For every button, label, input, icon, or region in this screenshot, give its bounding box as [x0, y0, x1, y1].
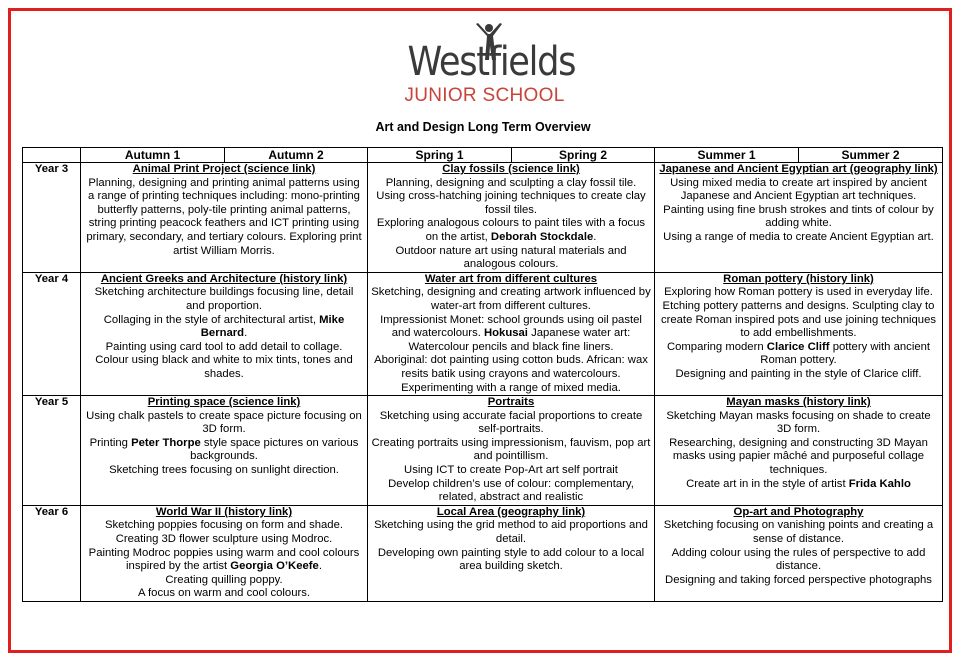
header-summer-2: Summer 2	[799, 148, 943, 163]
topic-text: Sketching using accurate facial proportions to create self-portraits.	[379, 409, 643, 436]
topic-text-part: Collaging in the style of architectural artist,	[103, 313, 320, 326]
topic-text-part: Create art in in the style of artist	[686, 477, 849, 490]
header-autumn-2: Autumn 2	[225, 148, 368, 163]
topic-title: Portraits	[487, 396, 535, 409]
topic-text: Creating 3D flower sculpture using Modroc.	[115, 533, 333, 546]
topic-text: Experimenting with a range of mixed media.	[401, 381, 621, 394]
page-title: Art and Design Long Term Overview	[375, 120, 591, 134]
topic-text-part: Impressionist Monet: school grounds using oil pastel and watercolours.	[380, 313, 642, 340]
topic-title: Local Area (geography link)	[436, 505, 586, 518]
topic-text	[658, 341, 939, 368]
table-row-year-5	[23, 396, 943, 506]
topic-text: Sketching focusing on vanishing points and creating a sense of distance.	[663, 519, 934, 546]
topic-text: Sketching, designing and creating artwork influenced by water-art from different cultures.	[371, 286, 651, 312]
artist-name: Peter Thorpe	[131, 436, 201, 449]
topic-text: Using chalk pastels to create space picture focusing on 3D form.	[86, 409, 362, 436]
year-3-summer-cell	[655, 163, 943, 273]
topic-text: Creating portraits using impressionism, fauvism, pop art and pointillism.	[371, 436, 651, 463]
topic-text: Painting using card tool to add detail to collage.	[105, 340, 343, 353]
year-6-autumn-cell	[81, 505, 368, 601]
overview-table	[22, 147, 943, 602]
topic-text-part: Japanese water art: Watercolour pencils and black fine liners.	[408, 327, 631, 353]
topic-text-part: .	[318, 560, 322, 573]
topic-text: Outdoor nature art using natural materials and analogous colours.	[395, 244, 627, 271]
year-6-summer-cell	[655, 505, 943, 601]
artist-name: Clarice Cliff	[766, 340, 830, 353]
table-row-year-6	[23, 505, 943, 601]
topic-text: Adding colour using the rules of perspective to add distance.	[671, 546, 926, 573]
artist-name: Mike Bernard	[200, 313, 345, 340]
topic-text	[84, 314, 364, 341]
header-row	[23, 148, 943, 163]
year-4-autumn-cell	[81, 272, 368, 395]
topic-text: Planning, designing and printing animal patterns using a range of printing techniques including: mono-printing butterfly patterns, poly-tile printing animal patterns, string printing peacock feathers and ICT printing using primary, secondary, and tertiary colours. Exploring print artist William Morris.	[86, 176, 362, 257]
topic-text	[84, 547, 364, 574]
topic-text-part: Printing	[89, 436, 132, 449]
topic-text: Using mixed media to create art inspired by ancient Japanese and Ancient Egyptian art techniques.	[670, 176, 927, 203]
year-4-spring-cell	[368, 272, 655, 395]
artist-name: Deborah Stockdale	[490, 230, 594, 243]
topic-text: Using ICT to create Pop-Art art self portrait	[404, 464, 618, 477]
topic-text: Exploring how Roman pottery is used in everyday life. Etching pottery patterns and designs. Sculpting clay to create Roman inspired pots and use joining techniques to add embellishments.	[660, 286, 937, 340]
topic-text: Colour using black and white to mix tints, tones and shades.	[95, 354, 353, 380]
corner-cell	[23, 148, 81, 163]
topic-title: Printing space (science link)	[147, 396, 301, 409]
topic-text: Researching, designing and constructing 3D Mayan masks using papier mâché and purposeful collage techniques.	[669, 436, 928, 477]
year-label: Year 4	[23, 272, 81, 395]
topic-text-part: Exploring analogous colours to paint tiles with a focus on the artist,	[376, 217, 646, 243]
table-row-year-3	[23, 163, 943, 273]
year-3-spring-cell	[368, 163, 655, 273]
topic-text: Planning, designing and sculpting a clay fossil tile.	[385, 176, 637, 189]
topic-text: Painting using fine brush strokes and tints of colour by adding white.	[663, 203, 934, 230]
topic-title: Ancient Greeks and Architecture (history link)	[100, 272, 348, 285]
topic-text: Using cross-hatching joining techniques to create clay fossil tiles.	[376, 190, 646, 216]
topic-text: Sketching poppies focusing on form and shade.	[104, 519, 344, 532]
topic-text	[84, 437, 364, 464]
topic-text: A focus on warm and cool colours.	[137, 587, 311, 600]
year-5-spring-cell	[368, 396, 655, 506]
year-5-autumn-cell	[81, 396, 368, 506]
topic-title: Animal Print Project (science link)	[132, 163, 316, 175]
year-6-spring-cell	[368, 505, 655, 601]
topic-text-part: pottery with ancient Roman pottery.	[760, 340, 931, 367]
header-summer-1: Summer 1	[655, 148, 799, 163]
topic-text: Develop children’s use of colour: complementary, related, abstract and realistic	[388, 477, 634, 504]
topic-text: Designing and taking forced perspective photographs	[665, 573, 932, 586]
topic-text-part: Painting Modroc poppies using warm and cool colours inspired by the artist	[88, 546, 360, 573]
topic-text-part: .	[593, 230, 597, 243]
year-label: Year 5	[23, 396, 81, 506]
year-label: Year 3	[23, 163, 81, 273]
header-autumn-1: Autumn 1	[81, 148, 225, 163]
topic-text: Aboriginal: dot painting using cotton buds. African: wax resits batik using crayons and watercolours.	[374, 354, 648, 380]
topic-title: Clay fossils (science link)	[442, 163, 580, 175]
logo-subtitle: JUNIOR SCHOOL	[404, 85, 565, 106]
header-spring-2: Spring 2	[512, 148, 655, 163]
topic-text: Designing and painting in the style of Clarice cliff.	[675, 367, 922, 380]
table-row-year-4	[23, 272, 943, 395]
topic-title: Water art from different cultures	[424, 272, 598, 285]
year-5-summer-cell	[655, 396, 943, 506]
header-spring-1: Spring 1	[368, 148, 512, 163]
year-4-summer-cell	[655, 272, 943, 395]
topic-title: World War II (history link)	[155, 505, 293, 518]
artist-name: Hokusai	[484, 327, 528, 340]
topic-title: Roman pottery (history link)	[723, 272, 874, 285]
topic-text: Sketching using the grid method to aid proportions and detail.	[374, 519, 648, 546]
topic-text-part: .	[244, 327, 248, 340]
topic-text: Sketching architecture buildings focusing line, detail and proportion.	[94, 286, 354, 312]
topic-title: Op-art and Photography	[733, 505, 864, 518]
topic-text-part: style space pictures on various backgrounds.	[190, 436, 359, 463]
topic-text: Sketching Mayan masks focusing on shade to create 3D form.	[666, 409, 931, 436]
topic-text-part: Comparing modern	[666, 340, 767, 353]
artist-name: Georgia O’Keefe	[230, 560, 319, 573]
artist-name: Frida Kahlo	[848, 477, 911, 490]
year-label: Year 6	[23, 505, 81, 601]
topic-text: Creating quilling poppy.	[165, 573, 283, 586]
school-logo	[397, 22, 576, 108]
topic-text	[371, 217, 651, 244]
topic-text: Using a range of media to create Ancient Egyptian art.	[663, 230, 934, 243]
year-3-autumn-cell	[81, 163, 368, 273]
logo-name: Westfields	[407, 39, 576, 85]
topic-text: Sketching trees focusing on sunlight direction.	[109, 464, 339, 477]
topic-text	[658, 478, 939, 492]
topic-title: Japanese and Ancient Egyptian art (geography link)	[659, 163, 938, 175]
topic-title: Mayan masks (history link)	[726, 396, 871, 409]
topic-text	[371, 314, 651, 355]
topic-text: Developing own painting style to add colour to a local area building sketch.	[377, 546, 645, 573]
